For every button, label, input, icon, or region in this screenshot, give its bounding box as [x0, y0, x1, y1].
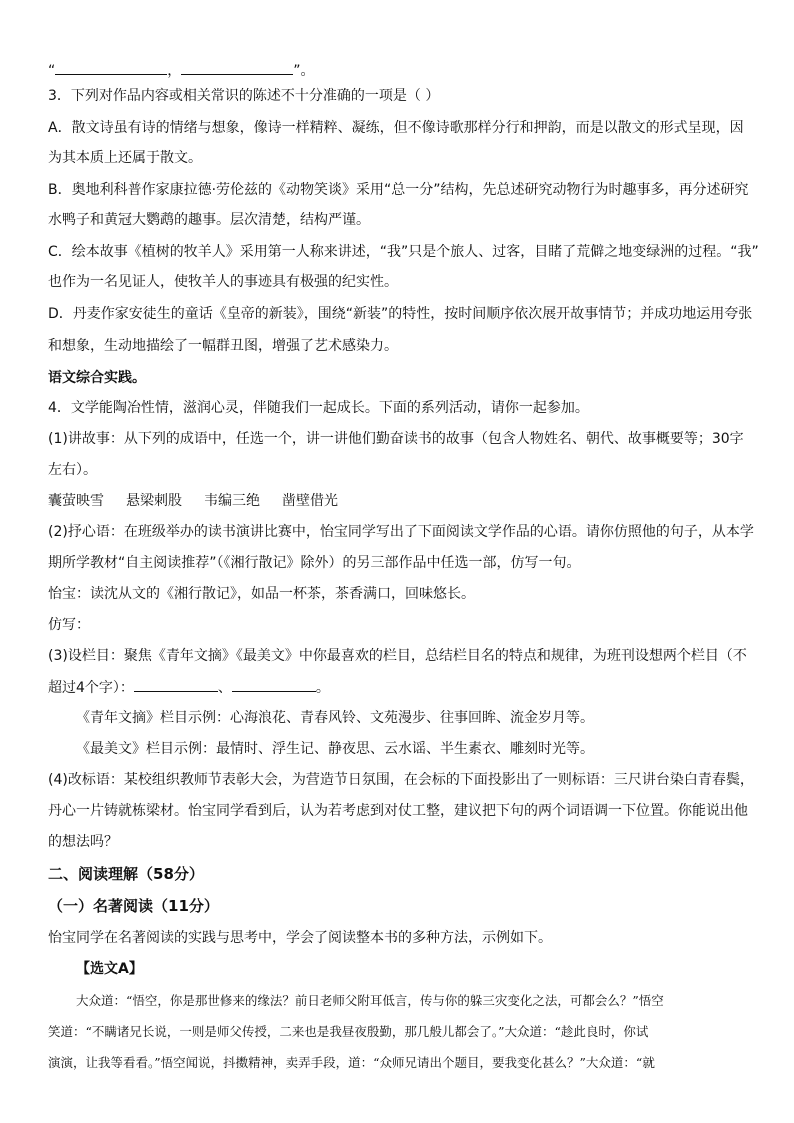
q4-part4-line-2: 丹心一片铸就栋梁材。怡宝同学看到后，认为若考虑到对仗工整，建议把下句的两个词语调一下位置。你能说出他	[48, 803, 748, 819]
q4-part4-line-3: 的想法吗？	[48, 834, 118, 850]
subsection-1-heading: （一）名著阅读（11分）	[48, 897, 219, 915]
idiom: 囊萤映雪	[48, 493, 104, 509]
idiom: 韦编三绝	[204, 493, 260, 509]
column-name-blank[interactable]	[232, 677, 316, 692]
q4-part3-line-1: (3)设栏目：聚焦《青年文摘》《最美文》中你最喜欢的栏目，总结栏目名的特点和规律，为班刊设想两个栏目（不	[48, 648, 747, 664]
question-3-stem: 3．下列对作品内容或相关常识的陈述不十分准确的一项是（ ）	[48, 88, 440, 104]
idiom: 凿壁借光	[282, 493, 338, 509]
q4-part1-line-1: (1)讲故事：从下列的成语中，任选一个，讲一讲他们勤奋读书的故事（包含人物姓名、朝代、故事概要等；30字	[48, 431, 744, 447]
answer-blank[interactable]	[181, 60, 293, 75]
q4-part1-line-2: 左右）。	[48, 462, 97, 478]
reading-intro: 怡宝同学在名著阅读的实践与思考中，学会了阅读整本书的多种方法，示例如下。	[48, 930, 552, 946]
q4-part3-example-1: 《青年文摘》栏目示例：心海浪花、青春风铃、文苑漫步、往事回眸、流金岁月等。	[76, 710, 594, 726]
q4-part3-example-2: 《最美文》栏目示例：最情时、浮生记、静夜思、云水谣、半生素衣、雕刻时光等。	[76, 741, 594, 757]
q4-part3-line-2: 超过4个字）： 、 。	[48, 677, 758, 698]
excerpt-line-1: 大众道：“悟空，你是那世修来的缘法？前日老师父附耳低言，传与你的躲三灾变化之法，可都会么？”悟空	[76, 993, 664, 1008]
excerpt-a-label: 【选文A】	[76, 961, 143, 977]
option-d-line-1: D．丹麦作家安徒生的童话《皇帝的新装》，围绕“新装”的特性，按时间顺序依次展开故事情节；并成功地运用夸张	[48, 306, 753, 322]
q4-part2-imitate-label: 仿写：	[48, 617, 90, 633]
option-a-line-1: A．散文诗虽有诗的情绪与想象，像诗一样精粹、凝练，但不像诗歌那样分行和押韵，而是以散文的形式呈现，因	[48, 120, 744, 136]
question-4-stem: 4．文学能陶冶性情，滋润心灵，伴随我们一起成长。下面的系列活动，请你一起参加。	[48, 400, 589, 416]
idiom: 悬梁刺股	[126, 493, 182, 509]
idiom-list	[48, 491, 758, 511]
option-b-line-2: 水鸭子和黄冠大鹦鹉的趣事。层次清楚，结构严谨。	[48, 212, 370, 228]
blank-line-prompt: “ ， ”。	[48, 60, 758, 81]
excerpt-line-3: 演演，让我等看看。”悟空闻说，抖擞精神，卖弄手段，道：“众师兄请出个题目，要我变化甚么？”大众道：“就	[48, 1055, 655, 1070]
excerpt-line-2: 笑道：“不瞒诸兄长说，一则是师父传授，二来也是我昼夜殷勤，那几般儿都会了。”大众道：“趁此良时，你试	[48, 1024, 649, 1039]
q4-part2-line-2: 期所学教材“自主阅读推荐”（《湘行散记》除外）的另三部作品中任选一部，仿写一句。	[48, 555, 581, 571]
option-c-line-1: C．绘本故事《植树的牧羊人》采用第一人称来讲述，“我”只是个旅人、过客，目睹了荒僻之地变绿洲的过程。“我”	[48, 244, 759, 260]
option-b-line-1: B．奥地利科普作家康拉德·劳伦兹的《动物笑谈》采用“总一分”结构，先总述研究动物行为时趣事多，再分述研究	[48, 182, 749, 198]
section-practice-heading: 语文综合实践。	[48, 370, 146, 386]
q4-part2-example: 怡宝：读沈从文的《湘行散记》，如品一杯茶，茶香满口，回味悠长。	[48, 586, 475, 602]
option-c-line-2: 也作为一名见证人，使牧羊人的事迹具有极强的纪实性。	[48, 274, 398, 290]
q4-part4-line-1: (4)改标语：某校组织教师节表彰大会，为营造节日氛围，在会标的下面投影出了一则标语：三尺讲台染白青春鬓，	[48, 772, 754, 788]
column-name-blank[interactable]	[134, 677, 218, 692]
section-2-heading: 二、阅读理解（58分）	[48, 865, 204, 883]
q4-part2-line-1: (2)抒心语：在班级举办的读书演讲比赛中，怡宝同学写出了下面阅读文学作品的心语。请你仿照他的句子，从本学	[48, 524, 754, 540]
answer-blank[interactable]	[55, 60, 167, 75]
option-a-line-2: 为其本质上还属于散文。	[48, 150, 202, 166]
option-d-line-2: 和想象，生动地描绘了一幅群丑图，增强了艺术感染力。	[48, 338, 398, 354]
